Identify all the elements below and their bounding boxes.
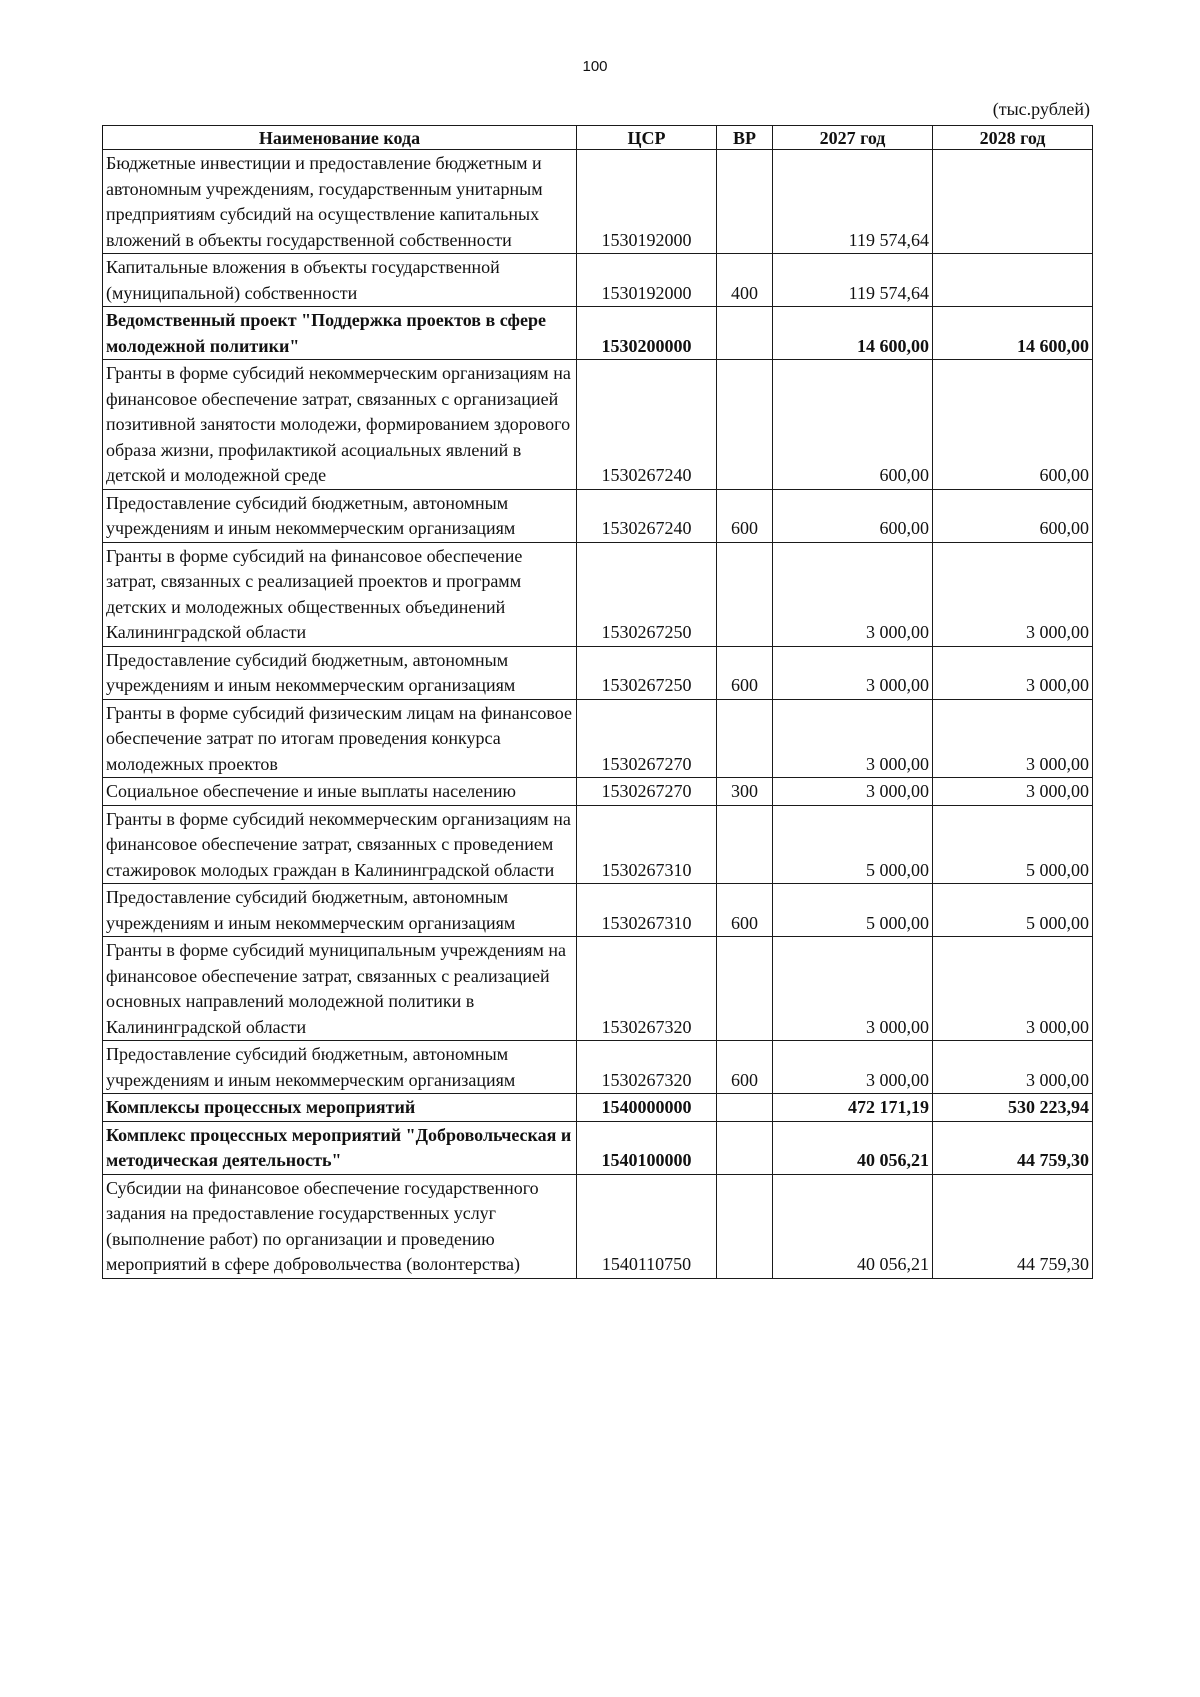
table-row bbox=[103, 360, 1093, 490]
cell-vr: 600 bbox=[717, 646, 773, 699]
cell-2028: 44 759,30 bbox=[933, 1174, 1093, 1278]
cell-2027: 600,00 bbox=[773, 360, 933, 490]
cell-name: Субсидии на финансовое обеспечение государственного задания на предоставление государственных услуг (выполнение работ) по организации и проведению мероприятий в сфере добровольчества (волонтерства) bbox=[103, 1174, 577, 1278]
header-csr: ЦСР bbox=[577, 126, 717, 150]
cell-csr: 1530267250 bbox=[577, 646, 717, 699]
table-row bbox=[103, 1121, 1093, 1174]
cell-2028 bbox=[933, 150, 1093, 254]
cell-name: Гранты в форме субсидий на финансовое обеспечение затрат, связанных с реализацией проектов и программ детских и молодежных общественных объединений Калининградской области bbox=[103, 542, 577, 646]
cell-csr: 1530267250 bbox=[577, 542, 717, 646]
table-row bbox=[103, 1094, 1093, 1122]
cell-csr: 1530267320 bbox=[577, 1041, 717, 1094]
table-row bbox=[103, 489, 1093, 542]
cell-csr: 1530267270 bbox=[577, 699, 717, 778]
cell-2027: 119 574,64 bbox=[773, 254, 933, 307]
cell-2027: 5 000,00 bbox=[773, 805, 933, 884]
table-body bbox=[103, 150, 1093, 1279]
budget-table bbox=[102, 125, 1093, 1279]
cell-2027: 40 056,21 bbox=[773, 1174, 933, 1278]
cell-vr bbox=[717, 1121, 773, 1174]
cell-2027: 472 171,19 bbox=[773, 1094, 933, 1122]
cell-2028: 3 000,00 bbox=[933, 699, 1093, 778]
table-row bbox=[103, 150, 1093, 254]
cell-csr: 1530267240 bbox=[577, 489, 717, 542]
cell-csr: 1540000000 bbox=[577, 1094, 717, 1122]
cell-vr: 600 bbox=[717, 884, 773, 937]
cell-2028: 3 000,00 bbox=[933, 937, 1093, 1041]
header-year-2027: 2027 год bbox=[773, 126, 933, 150]
header-name: Наименование кода bbox=[103, 126, 577, 150]
cell-vr bbox=[717, 937, 773, 1041]
table-row bbox=[103, 1174, 1093, 1278]
cell-csr: 1530267320 bbox=[577, 937, 717, 1041]
cell-2028: 530 223,94 bbox=[933, 1094, 1093, 1122]
cell-vr bbox=[717, 1094, 773, 1122]
cell-csr: 1530192000 bbox=[577, 150, 717, 254]
cell-name: Гранты в форме субсидий некоммерческим организациям на финансовое обеспечение затрат, связанных с организацией позитивной занятости молодежи, формированием здорового образа жизни, профилактикой асоциальных явлений в детской и молодежной среде bbox=[103, 360, 577, 490]
cell-name: Капитальные вложения в объекты государственной (муниципальной) собственности bbox=[103, 254, 577, 307]
cell-2027: 600,00 bbox=[773, 489, 933, 542]
cell-csr: 1530267240 bbox=[577, 360, 717, 490]
cell-2028: 5 000,00 bbox=[933, 805, 1093, 884]
table-row bbox=[103, 542, 1093, 646]
cell-2028 bbox=[933, 254, 1093, 307]
cell-2027: 14 600,00 bbox=[773, 307, 933, 360]
cell-2028: 600,00 bbox=[933, 360, 1093, 490]
cell-2028: 5 000,00 bbox=[933, 884, 1093, 937]
header-year-2028: 2028 год bbox=[933, 126, 1093, 150]
table-row bbox=[103, 778, 1093, 806]
cell-vr: 600 bbox=[717, 1041, 773, 1094]
units-label: (тыс.рублей) bbox=[992, 99, 1090, 119]
cell-2028: 600,00 bbox=[933, 489, 1093, 542]
cell-2028: 3 000,00 bbox=[933, 1041, 1093, 1094]
cell-2027: 3 000,00 bbox=[773, 646, 933, 699]
table-row bbox=[103, 699, 1093, 778]
cell-2027: 119 574,64 bbox=[773, 150, 933, 254]
cell-vr: 600 bbox=[717, 489, 773, 542]
cell-vr bbox=[717, 150, 773, 254]
cell-name: Предоставление субсидий бюджетным, автономным учреждениям и иным некоммерческим организациям bbox=[103, 1041, 577, 1094]
table-row bbox=[103, 254, 1093, 307]
cell-2028: 3 000,00 bbox=[933, 778, 1093, 806]
cell-2028: 3 000,00 bbox=[933, 646, 1093, 699]
cell-vr bbox=[717, 542, 773, 646]
table-row bbox=[103, 307, 1093, 360]
cell-2027: 3 000,00 bbox=[773, 699, 933, 778]
cell-name: Гранты в форме субсидий муниципальным учреждениям на финансовое обеспечение затрат, связанных с реализацией основных направлений молодежной политики в Калининградской области bbox=[103, 937, 577, 1041]
table-row bbox=[103, 1041, 1093, 1094]
cell-csr: 1540110750 bbox=[577, 1174, 717, 1278]
table-header-row bbox=[103, 126, 1093, 150]
cell-2028: 14 600,00 bbox=[933, 307, 1093, 360]
cell-2027: 3 000,00 bbox=[773, 778, 933, 806]
cell-name: Ведомственный проект "Поддержка проектов в сфере молодежной политики" bbox=[103, 307, 577, 360]
cell-2027: 3 000,00 bbox=[773, 542, 933, 646]
cell-name: Предоставление субсидий бюджетным, автономным учреждениям и иным некоммерческим организациям bbox=[103, 884, 577, 937]
cell-name: Гранты в форме субсидий физическим лицам на финансовое обеспечение затрат по итогам проведения конкурса молодежных проектов bbox=[103, 699, 577, 778]
cell-2027: 40 056,21 bbox=[773, 1121, 933, 1174]
cell-name: Предоставление субсидий бюджетным, автономным учреждениям и иным некоммерческим организациям bbox=[103, 489, 577, 542]
header-vr: ВР bbox=[717, 126, 773, 150]
cell-2028: 3 000,00 bbox=[933, 542, 1093, 646]
page-number: 100 bbox=[582, 58, 608, 75]
cell-name: Комплексы процессных мероприятий bbox=[103, 1094, 577, 1122]
cell-vr: 300 bbox=[717, 778, 773, 806]
cell-name: Предоставление субсидий бюджетным, автономным учреждениям и иным некоммерческим организациям bbox=[103, 646, 577, 699]
table-row bbox=[103, 805, 1093, 884]
cell-csr: 1530200000 bbox=[577, 307, 717, 360]
cell-vr bbox=[717, 307, 773, 360]
table-row bbox=[103, 937, 1093, 1041]
cell-vr bbox=[717, 360, 773, 490]
cell-2027: 3 000,00 bbox=[773, 1041, 933, 1094]
cell-csr: 1530267310 bbox=[577, 805, 717, 884]
cell-vr bbox=[717, 805, 773, 884]
cell-csr: 1530192000 bbox=[577, 254, 717, 307]
table-row bbox=[103, 884, 1093, 937]
cell-name: Гранты в форме субсидий некоммерческим организациям на финансовое обеспечение затрат, связанных с проведением стажировок молодых граждан в Калининградской области bbox=[103, 805, 577, 884]
cell-vr bbox=[717, 699, 773, 778]
table-row bbox=[103, 646, 1093, 699]
cell-vr bbox=[717, 1174, 773, 1278]
cell-name: Комплекс процессных мероприятий "Добровольческая и методическая деятельность" bbox=[103, 1121, 577, 1174]
cell-name: Бюджетные инвестиции и предоставление бюджетным и автономным учреждениям, государственным унитарным предприятиям субсидий на осуществление капитальных вложений в объекты государственной собственности bbox=[103, 150, 577, 254]
cell-csr: 1530267270 bbox=[577, 778, 717, 806]
cell-2027: 5 000,00 bbox=[773, 884, 933, 937]
cell-2028: 44 759,30 bbox=[933, 1121, 1093, 1174]
cell-2027: 3 000,00 bbox=[773, 937, 933, 1041]
cell-csr: 1530267310 bbox=[577, 884, 717, 937]
cell-name: Социальное обеспечение и иные выплаты населению bbox=[103, 778, 577, 806]
cell-csr: 1540100000 bbox=[577, 1121, 717, 1174]
cell-vr: 400 bbox=[717, 254, 773, 307]
